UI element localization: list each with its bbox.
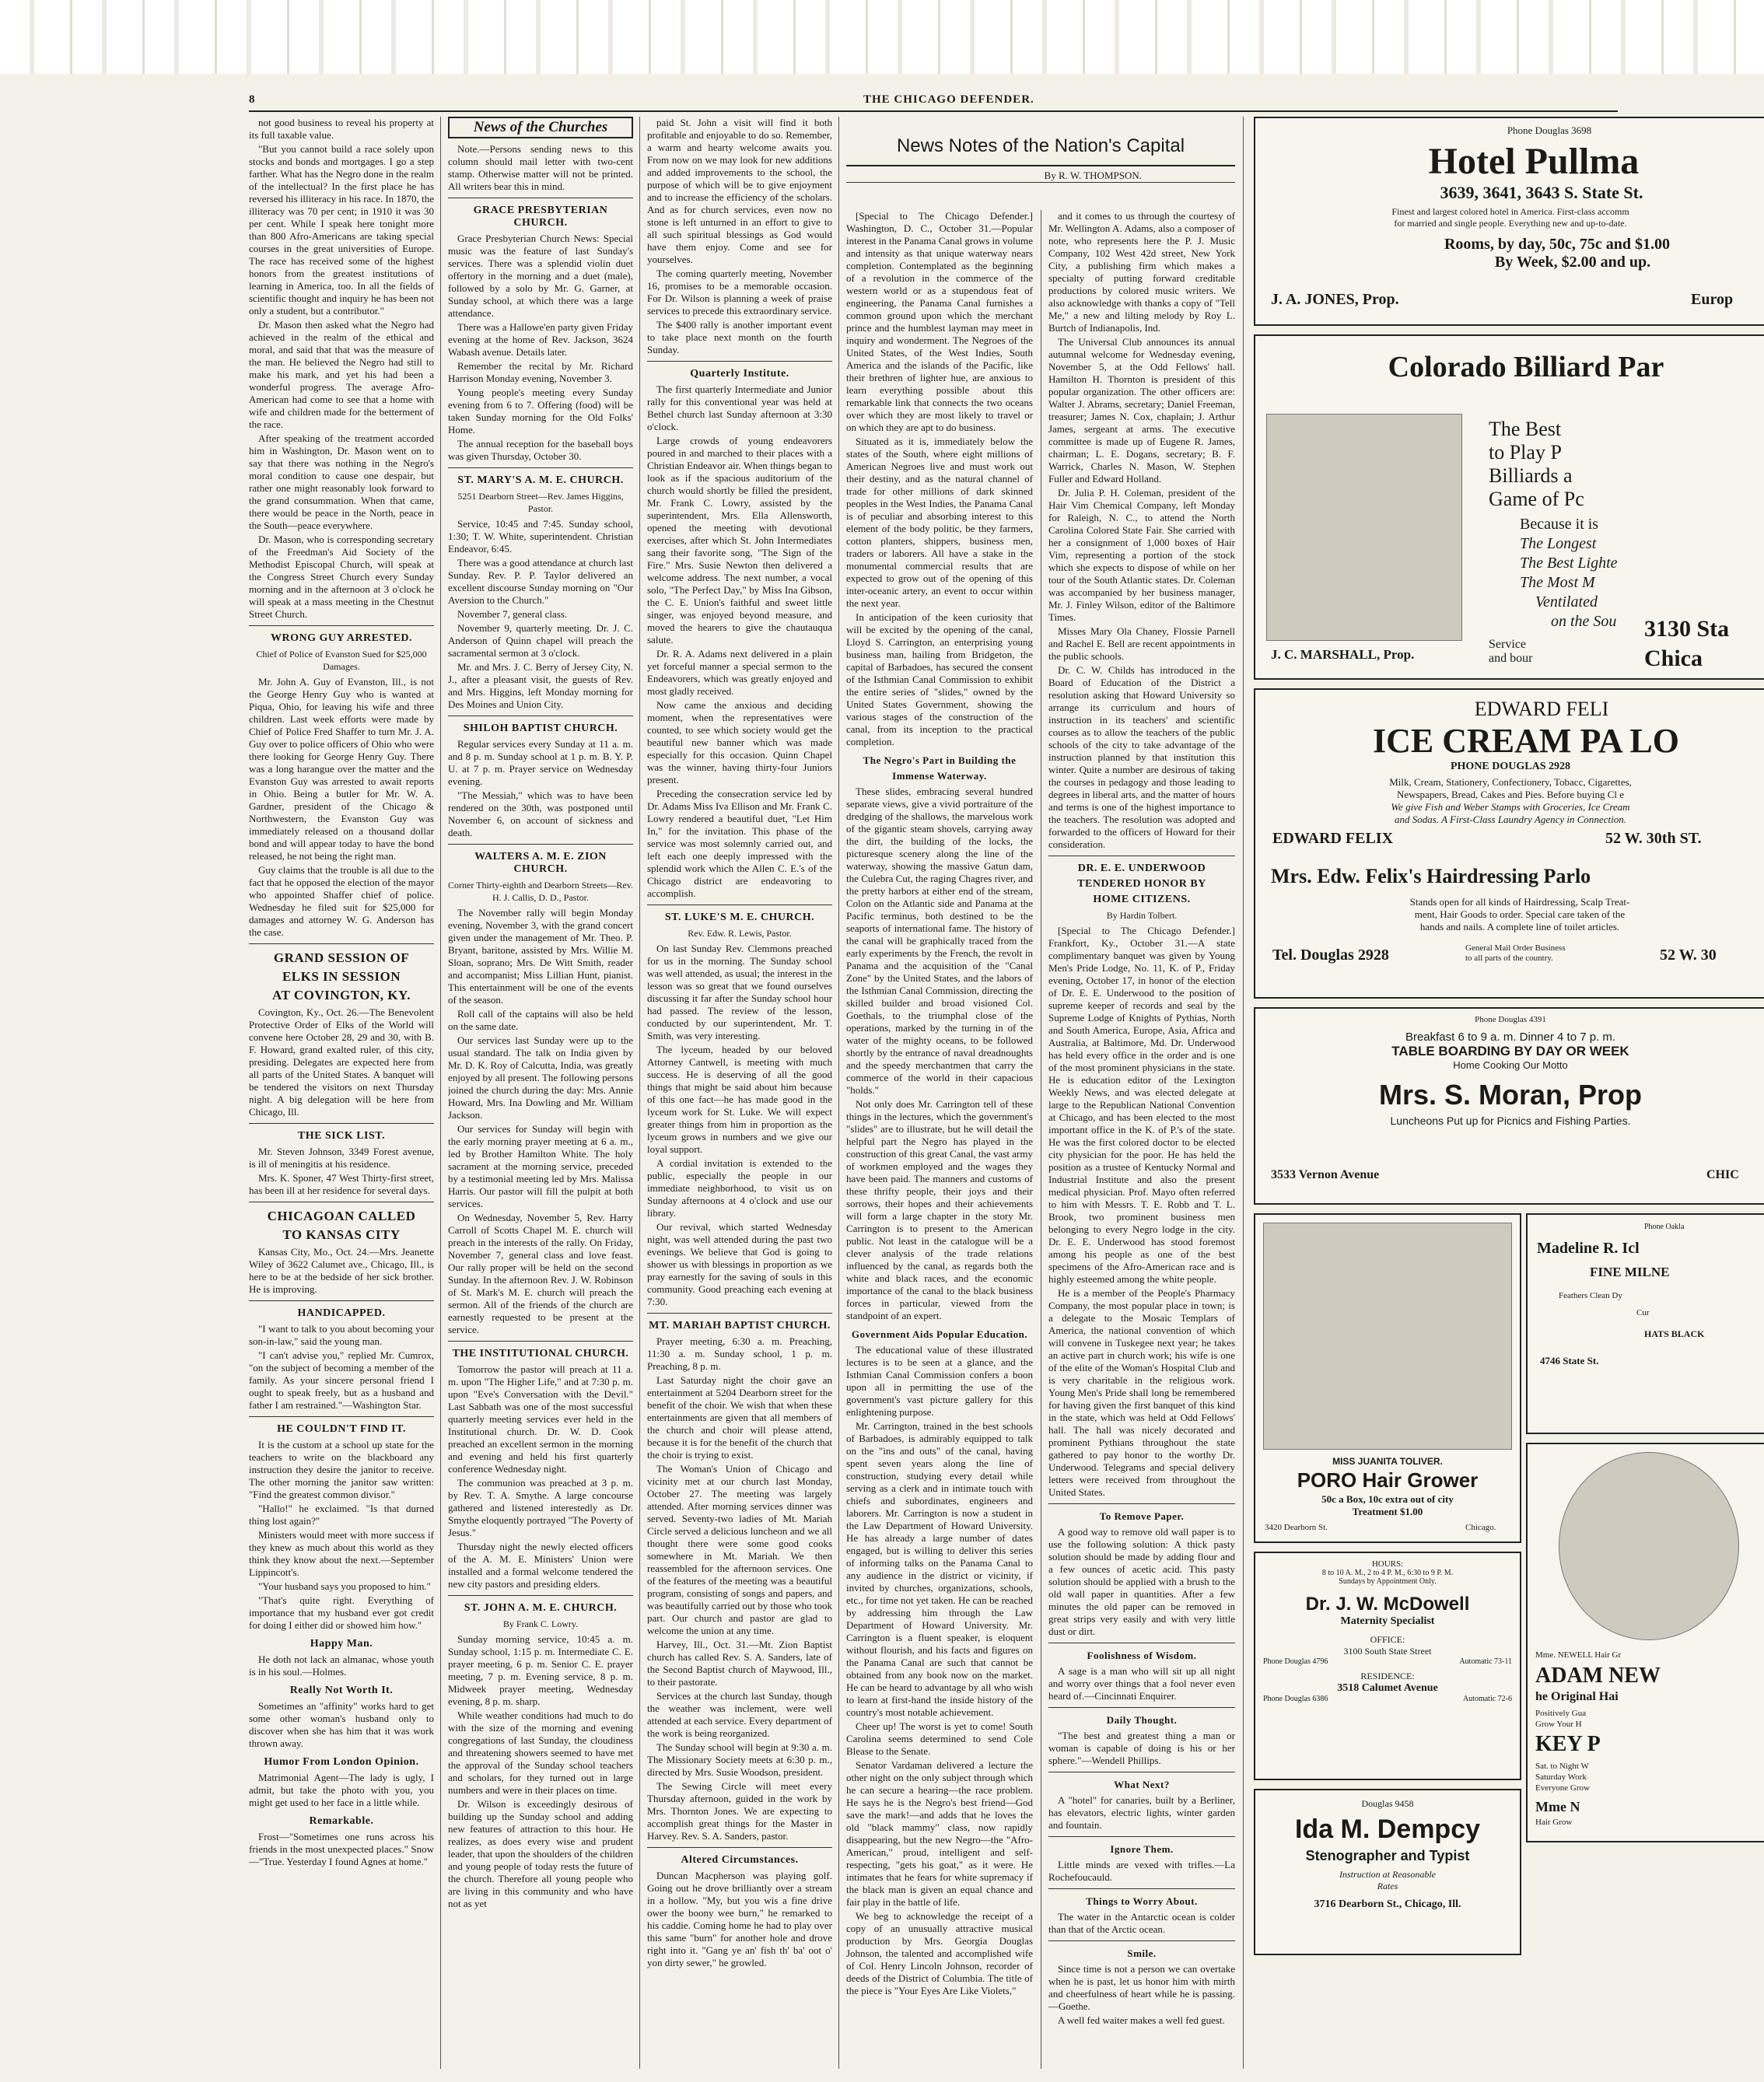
article-paragraph: Our services last Sunday were up to the usual standard. The talk on India given by Mr. D. K. Roy of Calcutta, India, was greatly enjoyed by all present. The following persons joined the church during the day: Mrs. Annie Howard, Mrs. Ina Dowling and Mr. William Jackson. xyxy=(448,1034,633,1121)
ad-name: Dr. J. W. McDowell xyxy=(1305,1594,1470,1615)
article-paragraph: Preceding the consecration service led by Dr. Adams Miss Iva Ellison and Mr. Frank C. Lowry rendered a beautiful duet, "Let Him In," for the invitation. This phase of the service was most solemnly carried out, and left each one deeply impressed with the splendid work which the Allen C. E.'s of the Chicago district are endeavoring to accomplish. xyxy=(647,788,832,899)
ad-address: Chicago. xyxy=(1465,1523,1496,1532)
ad-phone: Phone Douglas 4796 xyxy=(1263,1657,1328,1666)
section-subheading: By Frank C. Lowry. xyxy=(502,1618,579,1629)
article-paragraph: The lyceum, headed by our beloved Attorney Cantwell, is meeting with much success. He is deserving of all the good things that might be said about him because of this one fact—he has made good in the lyceum work for St. Luke. We will expect greater things from him in proportion as the lyceum grows in numbers and we give our loyal support. xyxy=(647,1044,832,1155)
ad-address: Chica xyxy=(1644,646,1703,671)
article-paragraph: Services at the church last Sunday, though the weather was inclement, were well attended at each service. Every department of the work is being reorganized. xyxy=(647,1690,832,1739)
article-paragraph: We beg to acknowledge the receipt of a copy of an unusually attractive musical production by Mrs. Georgia Douglas Johnson, the talented and accomplished wife of Col. Henry Lincoln Johnson, recorder of deeds of the District of Columbia. The title of the piece is "Your Eyes Are Like Violets," xyxy=(846,1910,1033,1996)
article-paragraph: The Sewing Circle will meet every Thursday afternoon, guided in the work by Mrs. Thornton Jones. We are expecting to accomplish great things for the Master in Harvey. Rev. S. A. Sanders, pastor. xyxy=(647,1780,832,1842)
colorado-billiard-ad xyxy=(1254,334,1764,680)
section-heading: THE INSTITUTIONAL CHURCH. xyxy=(452,1348,629,1359)
article-paragraph: Young people's meeting every Sunday evening from 6 to 7. Offering (food) will be taken Sunday morning for the Old Folks' Home. xyxy=(448,387,633,436)
page-number: 8 xyxy=(249,93,256,106)
article-paragraph: There was a good attendance at church last Sunday. Rev. P. P. Taylor delivered an excellent discourse Sunday morning on "Our Aversion to the Church." xyxy=(448,557,633,606)
section-heading: ST. LUKE'S M. E. CHURCH. xyxy=(664,912,815,923)
ad-text: 50c a Box, 10c extra out of city xyxy=(1321,1493,1454,1505)
section-heading: ST. MARY'S A. M. E. CHURCH. xyxy=(457,474,624,486)
poro-hair-ad xyxy=(1254,1213,1521,1543)
article-paragraph: There was a Hallowe'en party given Friday evening at the home of Rev. Jackson, 3624 Wabash avenue. Details later. xyxy=(448,321,633,358)
headline: THE SICK LIST. xyxy=(297,1130,386,1142)
article-paragraph: Little minds are vexed with trifles.—La Rochefoucauld. xyxy=(1048,1859,1235,1883)
headline: Remarkable. xyxy=(309,1815,374,1827)
article-paragraph: He is a member of the People's Pharmacy Company, the most popular place in town; is a delegate to the Mosaic Templars of America, the national convention of which will convene in Tuskegee next year; he takes an active part in church work; his wife is one of the elite of the Woman's Hospital Club and is very charitable in the religious work. Young Men's Pride shall long be remembered for having given the first banquet of this kind in the state, which was held at Odd Fellows' hall. The hall was nicely decorated and prominent Pythians throughout the state gathered to pay honor to the worthy Dr. Underwood. Telegrams and special delivery letters were received from throughout the United States. xyxy=(1048,1287,1235,1498)
article-paragraph: "The Messiah," which was to have been rendered on the 30th, was postponed until November 6, on account of sickness and death. xyxy=(448,789,633,838)
article-paragraph: In anticipation of the keen curiosity that will be excited by the opening of the canal, Lloyd S. Carrington, an enterprising young business man, hailing from Bridgeton, the capital of Barbadoes, has secured the consent of the Isthmian Canal Commission to exhibit the entire series of "slides," owned by the United States Government, showing the various stages of the construction of the canal, from its inception to the practical completion. xyxy=(846,611,1033,747)
article-paragraph: "I want to talk to you about becoming your son-in-law," said the young man. xyxy=(249,1323,434,1347)
ad-text: for married and single people. Everything new and up-to-date. xyxy=(1394,218,1627,229)
ad-title: PORO Hair Grower xyxy=(1297,1468,1479,1492)
article-paragraph: Mrs. K. Sponer, 47 West Thirty-first street, has been ill at her residence for several days. xyxy=(249,1172,434,1196)
ad-text: ment, Hair Goods to order. Special care taken of the xyxy=(1414,908,1626,920)
ad-text: OFFICE: xyxy=(1370,1634,1405,1645)
ad-text: Rooms, by day, 50c, 75c and $1.00 xyxy=(1444,236,1671,253)
paper-name: THE CHICAGO DEFENDER. xyxy=(863,93,1034,106)
article-paragraph: Thursday night the newly elected officers of the A. M. E. Ministers' Union were installed and a formal welcome tendered the new city pastors and presiding elders. xyxy=(448,1541,633,1590)
marshall-portrait xyxy=(1266,414,1462,641)
article-paragraph: The November rally will begin Monday evening, November 3, with the grand concert given under the management of Mr. Theo. P. Bryant, baritone, assisted by Mrs. Willie M. Sloan, soprano; Mrs. De Witt Smith, reader and accompanist; Miss Lillian Hunt, pianist. This entertainment will be one of the events of the season. xyxy=(448,907,633,1006)
short-items xyxy=(1048,1503,1235,2013)
article-paragraph: Ministers would meet with more success if they knew as much about this world as they think they know about the next.—September Lippincott's. xyxy=(249,1529,434,1578)
ad-name: Madeline R. Icl xyxy=(1537,1240,1640,1257)
ad-name: Mrs. S. Moran, Prop xyxy=(1378,1079,1643,1111)
item-heading: Things to Worry About. xyxy=(1086,1895,1198,1907)
headline: ELKS IN SESSION xyxy=(282,969,401,984)
ad-text: Breakfast 6 to 9 a. m. Dinner 4 to 7 p. m. xyxy=(1405,1031,1616,1044)
article-paragraph: The coming quarterly meeting, November 16, promises to be a memorable occasion. For Dr. Wilson is planning a week of praise services to precede this extraordinary service. xyxy=(647,268,832,317)
article-paragraph: It is the custom at a school up state for the teachers to write on the blackboard any instruction they desire the janitor to receive. The other morning the janitor saw written: "Find the greatest common divisor." xyxy=(249,1439,434,1500)
article-paragraph: Cheer up! The worst is yet to come! South Carolina seems determined to send Cole Blease to the Senate. xyxy=(846,1720,1033,1757)
torn-page-edge xyxy=(0,0,1764,74)
ad-text: Rates xyxy=(1377,1881,1398,1891)
subhead: Chief of Police of Evanston Sued for $25,000 Damages. xyxy=(256,649,427,672)
ad-text: Mme. NEWELL Hair Gr xyxy=(1535,1650,1622,1660)
ad-text: Ventilated xyxy=(1535,593,1598,611)
article-paragraph: Now came the anxious and deciding moment, when the representatives were counted, to see which society would get the beautiful new banner which was made especially for this occasion. Quinn Chapel was the winner, having thirty-four Juniors present. xyxy=(647,699,832,786)
ad-address: 3533 Vernon Avenue xyxy=(1271,1168,1380,1181)
ad-title: Mrs. Edw. Felix's Hairdressing Parlo xyxy=(1271,865,1591,887)
article-paragraph: The Universal Club announces its annual autumnal welcome for Wednesday evening, November 5, at the Odd Fellows' hall. Hamilton H. Thornton is president of this popular organization. The other officers are: Walter J. Abrams, secretary; Daniel Freeman, treasurer; James N. Cox, chaplain; J. Arthur James, sergeant at arms. The executive committee is made up of Eugene R. James, chairman; L. E. Dogans, secretary; B. F. Warrick, Charles N. Mason, W. Stephen Fuller and Edward Holland. xyxy=(1048,336,1235,485)
ad-phone: Phone Oakla xyxy=(1644,1223,1685,1231)
article-paragraph: A good way to remove old wall paper is to use the following solution: A thick pasty solution should be made by adding flour and a few ounces of acetic acid. This pasty solution should be applied with a brush to the old wall paper in quantities. After a few minutes the old paper can be removed in great strips very easily and with very little dust or dirt. xyxy=(1048,1526,1235,1637)
article-paragraph: These slides, embracing several hundred separate views, give a vivid portraiture of the dredging of the shallows, the marvelous work of the gigantic steam shovels, carrying away the dirt, the building of the locks, the picturesque scenery along the line of the waterway, showing the massive Gatun dam, the Culebra Cut, the raging Chagres river, and the pretty harbors at either end of the stream, Colon on the Atlantic side and Panama at the Pacific terminus, both destined to be the seaports of international fame. The history of the canal will be graphically traced from the early experiments by the French, the revolt in Panama and the acquisition of the "Canal Zone" by the United States, and the labors of the Isthmian Canal Commission, directing the skilled builder and broad visioned Col. Goethals, to the triumphal close of the operations, marked by the turning in of the water of the mighty oceans, to be followed shortly by the entrance of naval dreadnoughts and the speedy merchantmen that carry the commerce of the world in their capacious "holds." xyxy=(846,786,1033,1096)
headline: HANDICAPPED. xyxy=(297,1307,386,1319)
article-paragraph: Mr. John A. Guy of Evanston, Ill., is not the George Henry Guy who is wanted at Piqua, Ohio, for leaving his wife and three children. Last week efforts were made by Chief of Police Fred Shaffer to turn Mr. J. A. Guy over to police officers of Ohio who were there looking for George Henry Guy. There was a long harangue over the matter and the Evanston Guy was arrested to await reports in Ohio. Being a butler for Mr. W. A. Gardner, president of the Chicago & Northwestern, the Evanston Guy was immediately released on a thousand dollar bond and will appear today to have the bond released, he not being the right man. xyxy=(249,676,434,862)
article-paragraph: Dr. R. A. Adams next delivered in a plain yet forceful manner a special sermon to the Endeavorers, which was greatly enjoyed and most gladly received. xyxy=(647,648,832,697)
ad-text: Newspapers, Bread, Cakes and Pies. Before buying Cl e xyxy=(1396,789,1625,800)
ad-address: 52 W. 30th ST. xyxy=(1605,830,1702,847)
ad-text: Maternity Specialist xyxy=(1340,1615,1435,1627)
ad-text: Home Cooking Our Motto xyxy=(1453,1059,1568,1071)
ad-text: Stands open for all kinds of Hairdressing, Scalp Treat- xyxy=(1409,896,1630,908)
ad-text: Sundays by Appointment Only. xyxy=(1339,1577,1437,1586)
article-paragraph: Guy claims that the trouble is all due to the fact that he opposed the election of the mayor who appointed Shaffer chief of police. Wednesday he filed suit for $25,000 for damages and attorney W. G. Anderson has the case. xyxy=(249,864,434,938)
column-1 xyxy=(249,117,434,2077)
article-paragraph: paid St. John a visit will find it both profitable and enjoyable to do so. Remember, a warm and hearty welcome awaits you. From now on we may look for new additions and added improvements to the school, the purpose of which will be to give enjoyment and to increase the efficiency of the scholars. And as for church services, even now no stone is left unturned in an effort to give to all such spiritual blessings as God would have them enjoy. Come and see for yourselves. xyxy=(647,117,832,265)
article-paragraph: [Special to The Chicago Defender.] Washington, D. C., October 31.—Popular interest in the Panama Canal grows in volume and intensity as that unique waterway nears completion. Contemplated as the beginning of a revolution in the commerce of the western world or as a stupendous feat of engineering, the Panama Canal furnishes a common ground upon which the merchant prince and the humblest layman may meet in inquiry and wonderment. The Negroes of the United States, of the West Indies, South America and the islands of the Pacific, like their brethren of lighter hue, are anxious to learn everything possible about this remarkable link that connects the two oceans over which they are most likely to travel or on which they are apt to do business. xyxy=(846,210,1033,433)
ad-text: Finest and largest colored hotel in America. First-class accomm xyxy=(1391,206,1629,217)
ad-address: CHIC xyxy=(1706,1168,1739,1181)
ad-text: RESIDENCE: xyxy=(1360,1671,1415,1681)
ad-text: Instruction at Reasonable xyxy=(1339,1869,1436,1880)
ad-text: Sat. to Night W xyxy=(1535,1762,1589,1771)
headline: GRAND SESSION OF xyxy=(273,950,410,965)
article-paragraph: Misses Mary Ola Chaney, Flossie Parnell and Rachel E. Bell are recent appointments in the public schools. xyxy=(1048,625,1235,662)
article-paragraph: On Wednesday, November 5, Rev. Harry Carroll of Scotts Chapel M. E. church will preach in the interests of the rally. On Friday, November 7, general class and love feast. Our rally proper will be held on the second Sunday. In the afternoon Rev. J. W. Robinson of St. Mark's M. E. church will preach the sermon. All of the friends of the church are earnestly requested to be present at the service. xyxy=(448,1212,633,1335)
ad-text: EDWARD FELIX xyxy=(1272,830,1394,847)
article-paragraph: A well fed waiter makes a well fed guest. xyxy=(1058,2014,1225,2026)
ad-address: 52 W. 30 xyxy=(1660,947,1717,964)
article-paragraph: The $400 rally is another important event to take place next month on the fourth Sunday. xyxy=(647,319,832,355)
moran-boarding-ad xyxy=(1254,1007,1764,1205)
ad-text: 8 to 10 A. M., 2 to 4 P. M., 6:30 to 9 P. M. xyxy=(1321,1569,1454,1577)
article-paragraph: Tomorrow the pastor will preach at 11 a. m. upon "The Higher Life," and at 7:30 p. m. upon "Eve's Conversation with the Devil." Last Sabbath was one of the most successful quarterly meeting services ever held in the Institutional church. Dr. W. D. Cook preached an excellent sermon in the morning and evening and held his first quarterly conference Wednesday night. xyxy=(448,1363,633,1475)
ad-text: Game of Pc xyxy=(1489,488,1584,510)
ad-text: By Week, $2.00 and up. xyxy=(1494,254,1651,271)
article-paragraph: Regular services every Sunday at 11 a. m. and 8 p. m. Sunday school at 1 p. m. B. Y. P. U. at 7 p. m. Prayer service on Wednesday evening. xyxy=(448,738,633,787)
headline: HE COULDN'T FIND IT. xyxy=(277,1423,406,1435)
byline: By R. W. THOMPSON. xyxy=(846,170,1235,183)
ad-phone: Tel. Douglas 2928 xyxy=(1272,947,1389,964)
headline: Really Not Worth It. xyxy=(289,1685,394,1696)
ad-phone: Douglas 9458 xyxy=(1361,1798,1414,1809)
ad-phone: Phone Douglas 3698 xyxy=(1507,124,1592,136)
section-heading: WALTERS A. M. E. ZION CHURCH. xyxy=(474,851,607,875)
ad-name: EDWARD FELI xyxy=(1474,698,1609,720)
article-paragraph: Harvey, Ill., Oct. 31.—Mt. Zion Baptist church has called Rev. S. A. Sanders, late of the Second Baptist church of Maywood, Ill., to their pastorate. xyxy=(647,1639,832,1688)
article-paragraph: Dr. Mason then asked what the Negro had achieved in the realm of the ethical and moral, and said that that was the measure of the man. He believed the Negro had still to make his mark, and yet his had been a wonderful progress. The average Afro-American had come to see that a home with wife and children made for the betterment of the race. xyxy=(249,319,434,430)
headline: HOME CITIZENS. xyxy=(1093,894,1191,905)
headline: AT COVINGTON, KY. xyxy=(272,988,411,1003)
item-heading: Smile. xyxy=(1127,1947,1157,1959)
article-paragraph: [Special to The Chicago Defender.] Frankfort, Ky., October 31.—A state complimentary banquet was given by Young Men's Pride Lodge, No. 11, K. of P., Friday evening, October 17, in honor of the election of Dr. E. E. Underwood to the position of supreme keeper of records and seal by the Supreme Lodge of Knights of Pythias, North and South America, Europe, Asia, Africa and Australia, at Baltimore, Md. Dr. Underwood has held every office in the order and is one of the most prominent physicians in the state. He is education editor of the Lexington Weekly News, and was elected delegate at large to the Republican National Convention at Chicago, and has been elected to the most important office in the K. of P.'s of the state. He was the first colored doctor to be elected city physician for the poor. He has held the position as a trustee of Kentucky Normal and Industrial Institute and also the present medical physician. Prof. Mayo often referred to him with Messrs. T. E. Robb and T. L. Brook, two prominent business men belonging to every Negro lodge in the city. Dr. E. E. Underwood has stood foremost among his people as one of the best specimens of the Afro-American race and is highly esteemed among the white people. xyxy=(1048,925,1235,1285)
item-heading: Foolishness of Wisdom. xyxy=(1087,1650,1197,1661)
article-paragraph: November 9, quarterly meeting. Dr. J. C. Anderson of Quinn chapel will preach the sacramental sermon at 3 o'clock. xyxy=(448,622,633,659)
subhead: The Negro's Part in Building the xyxy=(863,754,1017,766)
ad-name: Ida M. Dempcy xyxy=(1294,1814,1481,1844)
article-paragraph: Dr. Mason, who is corresponding secretary of the Freedman's Aid Society of the Methodist Episcopal Church, will speak at the Congress Street Church every Sunday morning and in the afternoon at 3 o'clock he will speak at a mass meeting in the Chestnut Street Church. xyxy=(249,534,434,620)
ad-title: ICE CREAM PA LO xyxy=(1373,722,1679,760)
article-paragraph: November 7, general class. xyxy=(457,608,568,620)
article-paragraph: Duncan Macpherson was playing golf. Going out he drove brilliantly over a stream in a hollow. "My, but you wis a fine drive ower the boony wee burn," he remarked to his caddie. Coming home he had to play over this same "burn" for another hole and drove right into it. "Gang ye an' fish th' ba' oot o' yon dirty sewer," he growled. xyxy=(647,1870,832,1968)
article-paragraph: "Hallo!" he exclaimed. "Is that durned thing lost again?" xyxy=(249,1503,434,1527)
ad-text: Positively Gua xyxy=(1535,1709,1587,1718)
section-subheading: Corner Thirty-eighth and Dearborn Streets—Rev. H. J. Callis, D. D., Pastor. xyxy=(448,880,633,903)
article-paragraph: Roll call of the captains will also be held on the same date. xyxy=(448,1008,633,1032)
article-paragraph: Dr. Julia P. H. Coleman, president of the Hair Vim Chemical Company, left Monday for Raleigh, N. C., to attend the North Carolina Colored State Fair. She carried with her a consignment of 1,000 boxes of Hair Vim, representing a portion of the stock which she expects to dispose of while on her tour of the South Atlantic states. Dr. Coleman was accompanied by her business manager, Mr. J. Finley Wilson, editor of the Baltimore Times. xyxy=(1048,487,1235,623)
section-heading: Quarterly Institute. xyxy=(690,368,789,380)
ad-text: We give Fish and Weber Stamps with Groceries, Ice Cream xyxy=(1391,801,1630,813)
article-paragraph: "Your husband says you proposed to him." xyxy=(258,1580,431,1592)
article-paragraph: Large crowds of young endeavorers poured in and marched to their places with a Christian Endeavor air. When things began to look as if the spacious auditorium of the church would shortly be filled the president, Mr. Frank C. Lowry, assisted by the superintendent, Mrs. Ella Allensworth, opened the meeting with devotional exercises, after which St. John Intermediates sang their favorite song, "The Sign of the Fire." Mrs. Susie Newton then delivered a welcome address. The next number, a vocal solo, "The Perfect Day," by Miss Ina Gibson, the C. E. Union's faithful and sweet little singer, was enjoyed beyond measure, and moved the hearers to give the chautauqua salute. xyxy=(647,435,832,646)
ad-text: The Most M xyxy=(1520,574,1595,591)
item-heading: Ignore Them. xyxy=(1110,1843,1174,1855)
article-paragraph: On last Sunday Rev. Clemmons preached for us in the morning. The Sunday school was well attended, as usual; the interest in the lesson was so great that we found ourselves discussing it far after the Sunday school hour had passed. The review of the lesson, conducted by our superintendent, Mr. T. Smith, was very interesting. xyxy=(647,943,832,1041)
column-rule xyxy=(1243,117,1244,2069)
section-heading: GRACE PRESBYTERIAN CHURCH. xyxy=(473,205,608,229)
ad-text: TABLE BOARDING BY DAY OR WEEK xyxy=(1391,1044,1629,1058)
article-paragraph: Note.—Persons sending news to this column should mail letter with two-cent stamp. Otherwise matter will not be printed. All writers bear this in mind. xyxy=(448,143,633,192)
article-paragraph: A cordial invitation is extended to the public, especially the people in our immediate neighborhood, to visit us on Sunday afternoons at 4 o'clock and use our library. xyxy=(647,1157,832,1219)
column-3 xyxy=(647,117,832,2077)
ad-address: 3130 Sta xyxy=(1644,616,1730,642)
article-paragraph: Sunday morning service, 10:45 a. m. Sunday school, 1:15 p. m. Intermediate C. E. prayer meeting, 6 p. m. Senior C. E. prayer meeting, 7 p. m. Evening service, 8 p. m. Midweek prayer meeting, Wednesday evening, 8 p. m. sharp. xyxy=(448,1633,633,1707)
column-2 xyxy=(448,117,633,2077)
ad-phone: Phone Douglas 4391 xyxy=(1475,1015,1546,1024)
article-paragraph: The first quarterly Intermediate and Junior rally for this conventional year was held at Bethel church last Sunday afternoon at 3:30 o'clock. xyxy=(647,383,832,432)
ad-phone: PHONE DOUGLAS 2928 xyxy=(1450,761,1570,772)
newell-hair-ad xyxy=(1526,1443,1764,1842)
article-paragraph: The communion was preached at 3 p. m. by Rev. T. A. Smythe. A large concourse gathered and listened interestedly as Dr. Smythe eloquently portrayed "The Poverty of Jesus." xyxy=(448,1477,633,1538)
headline: DR. E. E. UNDERWOOD xyxy=(1077,863,1206,874)
article-paragraph: "The best and greatest thing a man or woman is capable of doing is his or her sphere."—Wendell Phillips. xyxy=(1048,1730,1235,1766)
headline: Humor From London Opinion. xyxy=(264,1756,419,1768)
article-paragraph: Grace Presbyterian Church News: Special music was the feature of last Sunday's services. There was a splendid violin duet offertory in the morning and a duet (male), followed by a solo by Mr. G. Garner, at Sunday school, at which there was a large attendance. xyxy=(448,233,633,319)
column-4 xyxy=(846,210,1033,2077)
article-paragraph: Mr. Carrington, trained in the best schools of Barbadoes, is admirably equipped to talk on the "ins and outs" of the canal, having spent seven years along the line of construction, studying every detail while serving as a clerk and in intimate touch with chiefs and subordinates, engineers and laborers. Mr. Carrington is now a student in the Law Department of Howard University. He has already a large number of dates engaged, but is willing to deliver this series of informing talks on the Panama Canal to any audience in the district or vicinity, if invited by churches, organizations, schools, etc., for time not yet taken. He can be reached by addressing him through the Law Department of Howard University. Mr. Carrington is a fluent speaker, is eloquent without flourish, and his facts and figures on the Panama Canal are such that cannot be obtained from any book now on the market. He can be heard to advantage by all who wish to learn at first-hand the inside history of the country's most notable achievement. xyxy=(846,1420,1033,1718)
article-paragraph: "I can't advise you," replied Mr. Cumrox, "on the subject of becoming a member of the family. As your sincere personal friend I ought to speak freely, but as a husband and father I am restrained."—Washington Star. xyxy=(249,1349,434,1411)
article-paragraph: Not only does Mr. Carrington tell of these things in the lectures, which the government's "slides" are to illustrate, but he will detail the helpful part the Negro has played in the construction of this great Canal, the vast army of workmen employed and the wages they have been paid. The manners and customs of these thrifty people, their joys and their sorrows, their hopes and their achievements will form a large chapter in the story Mr. Carrington is to present to the American public. Not least in the catalogue will be a clever analysis of the trade relations influenced by the canal, as regards both the white and black races, and the economic importance of the canal to the black business forces in particular, viewed from the standpoint of an expert. xyxy=(846,1098,1033,1321)
ad-text: Feathers Clean Dy xyxy=(1559,1291,1622,1300)
ad-text: Hair Grow xyxy=(1535,1818,1573,1827)
article-paragraph: Covington, Ky., Oct. 26.—The Benevolent Protective Order of Elks of the World will convene here October 28, 29 and 30, with B. F. Howard, grand exalted ruler, of this city, presiding. Delegates are expected here from all parts of the United States. A banquet will be tendered the visitors on next Thursday night. A big delegation will be here from Chicago, Ill. xyxy=(249,1006,434,1118)
article-paragraph: Last Saturday night the choir gave an entertainment at 5204 Dearborn street for the benefit of the choir. We wish that when these entertainments are given that all members of the church and choir will please attend, because it is for the benefit of the church that the choir is trying to exist. xyxy=(647,1374,832,1461)
subhead: Immense Waterway. xyxy=(892,770,987,782)
article-paragraph: While weather conditions had much to do with the size of the morning and evening congregations of last Sunday, the cloudiness and threatening showers seemed to have met the approval of the Sunday school teachers and scholars, for they turned out in large numbers and were in their places on time. xyxy=(448,1709,633,1796)
ad-text: Service xyxy=(1489,638,1526,651)
newell-portrait xyxy=(1559,1452,1739,1640)
ad-name: Colorado Billiard Par xyxy=(1388,351,1664,383)
article-paragraph: "That's quite right. Everything of importance that my husband ever got credit for doing I either did or showed him how." xyxy=(249,1594,434,1631)
article-paragraph: Since time is not a person we can overtake when he is past, let us honor him with mirth and cheerfulness of heart while he is passing.—Goethe. xyxy=(1048,1963,1235,2012)
ad-text: Luncheons Put up for Picnics and Fishing Parties. xyxy=(1390,1114,1631,1127)
ad-address: 3420 Dearborn St. xyxy=(1265,1523,1328,1532)
ad-name: MISS JUANITA TOLIVER. xyxy=(1332,1456,1443,1467)
ad-text: Europ xyxy=(1691,291,1734,308)
article-paragraph: Prayer meeting, 6:30 a. m. Preaching, 11:30 a. m. Sunday school, 1 p. m. Preaching, 8 p. m. xyxy=(647,1335,832,1372)
ad-text: and bour xyxy=(1489,652,1533,665)
section-heading: SHILOH BAPTIST CHURCH. xyxy=(463,723,618,734)
ad-name: Hotel Pullma xyxy=(1428,141,1640,182)
ad-text: Grow Your H xyxy=(1535,1720,1582,1729)
ad-text: Saturday Work xyxy=(1535,1772,1587,1782)
ad-text: Billiards a xyxy=(1489,464,1573,487)
ad-text: FINE MILNE xyxy=(1590,1265,1670,1279)
article-paragraph: Senator Vardaman delivered a lecture the other night on the only subject through which he can secure a hearing—the race problem. He says he is the Negro's best friend—God save the mark!—and adds that he loves the old "black mammy" class, now rapidly disappearing, but the new Negro—the "Afro-American," proud, intelligent and self-respecting, "gets his goat," as it were. He intimates that he fears for white supremacy if the black man is given an equal chance and fair play in the battle of life. xyxy=(846,1759,1033,1908)
article-paragraph: The annual reception for the baseball boys was given Thursday, October 30. xyxy=(448,438,633,462)
section-title: News of the Churches xyxy=(448,117,633,138)
article-paragraph: Our revival, which started Wednesday night, was well attended during the past two evenings. We believe that God is going to shower us with blessings in proportion as we pray earnestly for the saving of souls in this community. Good preaching each evening at 7:30. xyxy=(647,1221,832,1307)
section-subheading: 5251 Dearborn Street—Rev. James Higgins, Pastor. xyxy=(457,491,624,514)
headline: CHICAGOAN CALLED xyxy=(267,1209,416,1223)
ad-title: Stenographer and Typist xyxy=(1305,1848,1470,1863)
ad-address: 3639, 3641, 3643 S. State St. xyxy=(1440,183,1643,202)
ad-phone: Automatic 72-6 xyxy=(1462,1695,1512,1703)
article-paragraph: Our services for Sunday will begin with the early morning prayer meeting at 6 a. m., led by Brother Hamilton White. The holy sacrament at the morning service, preceded by a testimonial meeting led by Mrs. Malissa Harris. Our pastor will fill the pulpit at both services. xyxy=(448,1123,633,1209)
ad-phone: Phone Douglas 6386 xyxy=(1263,1695,1328,1703)
column-rule xyxy=(440,117,441,2069)
felix-ice-cream-ad xyxy=(1254,688,1764,999)
ad-address: 3518 Calumet Avenue xyxy=(1337,1682,1438,1694)
article-paragraph: The educational value of these illustrated lectures is to be seen at a glance, and the Isthmian Canal Commission confers a boon upon all in permitting the use of the government's vast picture gallery for this enlightening purpose. xyxy=(846,1344,1033,1418)
article-paragraph: "But you cannot build a race solely upon stocks and bonds and mortgages. I go a step farther. What has the Negro done in the realm of the intellectual? In the first place he has reversed his illiteracy in his race. In 1870, the illiteracy was 70 per cent; in 1910 it was 30 per cent. While I speak here tonight more than 800 Afro-Americans are taking special courses in the great universities of Europe. The race has received some of the highest honors from the greatest institutions of learning in America, too. In all the fields of scientific thought and inquiry he has been not only a student, but a contributor." xyxy=(249,143,434,317)
church-sections xyxy=(647,361,832,1969)
item-heading: What Next? xyxy=(1114,1779,1170,1790)
ad-text: hands and nails. A complete line of toilet articles. xyxy=(1419,921,1620,933)
ad-phone: Automatic 73-11 xyxy=(1459,1657,1512,1666)
article-paragraph: The Woman's Union of Chicago and vicinity met at our church last Monday, October 27. The meeting was largely attended. After morning services dinner was served. Seventy-two ladies of Mt. Mariah Circle served a delicious luncheon and we all thought there were some good cooks somewhere in Mt. Mariah. We then reassembled for the afternoon services. One of the features of the meeting was a beautiful program, consisting of songs and papers, and was beautifully carried out by those who took part. Our church and pastor are glad to welcome the union at any time. xyxy=(647,1463,832,1636)
ad-text: The Longest xyxy=(1520,535,1597,552)
section-heading: ST. JOHN A. M. E. CHURCH. xyxy=(464,1602,618,1614)
ad-text: Mme N xyxy=(1535,1799,1580,1814)
ad-name: ADAM NEW xyxy=(1535,1664,1661,1688)
subhead: Government Aids Popular Education. xyxy=(851,1328,1028,1340)
article-paragraph: Frost—"Sometimes one runs across his friends in the most unexpected places." Snow—"True. Yesterday I found Agnes at home." xyxy=(249,1831,434,1867)
article-paragraph: Remember the recital by Mr. Richard Harrison Monday evening, November 3. xyxy=(448,360,633,384)
dempcy-ad xyxy=(1254,1789,1521,1955)
article-paragraph: Mr. and Mrs. J. C. Berry of Jersey City, N. J., after a pleasant visit, the guests of Rev. and Mrs. Higgins, left Monday morning for Des Moines and Union City. xyxy=(448,661,633,710)
article-paragraph: The Sunday school will begin at 9:30 a. m. The Missionary Society meets at 6:30 p. m., directed by Mrs. Susie Woodson, president. xyxy=(647,1741,832,1778)
toliver-portrait xyxy=(1263,1223,1512,1450)
article-paragraph: Dr. C. W. Childs has introduced in the Board of Education of the District a resolution asking that Howard University so arrange its curriculum and hours of instruction in its teachers' and scientific courses as to allow the teachers of the public schools of the city to take advantage of the instruction planned by that institution this winter. Quite a number are desirous of taking the courses in pedagogy and those leading to degrees in liberal arts, and the matter of hours and terms is one of the highest importance to the teachers. The resolution was adopted and forwarded to the officers of Howard for their consideration. xyxy=(1048,664,1235,850)
item-heading: To Remove Paper. xyxy=(1099,1510,1185,1522)
column-5 xyxy=(1048,210,1235,2077)
article-paragraph: After speaking of the treatment accorded him in Washington, Dr. Mason went on to say that there was nothing in the Negro's moral condition to cause one despair, but rather one might reasonably look forward to the grand consummation. When that came, there would be peace in the North, peace in the South—peace everywhere. xyxy=(249,432,434,531)
ad-address: 4746 State St. xyxy=(1540,1355,1599,1366)
article-paragraph: Dr. Wilson is exceedingly desirous of building up the Sunday school and adding new features of attraction to this hour. He realizes, as does every wise and prudent leader, that upon the shoulders of the children and young people of today rests the future of the church. Therefore all young people who are living in this community and who have not as yet xyxy=(448,1798,633,1909)
article-paragraph: Matrimonial Agent—The lady is ugly, I admit, but take the photo with you, you might get used to her face in a little while. xyxy=(249,1772,434,1808)
column-rule xyxy=(838,117,839,2069)
ad-text: he Original Hai xyxy=(1535,1690,1619,1703)
ad-text: Because it is xyxy=(1520,516,1599,533)
ad-proprietor: J. C. MARSHALL, Prop. xyxy=(1271,647,1415,662)
section-heading: Altered Circumstances. xyxy=(681,1854,799,1866)
headline: WRONG GUY ARRESTED. xyxy=(270,632,413,644)
masthead xyxy=(249,93,1618,112)
headline: Happy Man. xyxy=(310,1638,373,1650)
ad-text: to all parts of the country. xyxy=(1465,954,1553,963)
capital-title: News Notes of the Nation's Capital xyxy=(846,117,1235,166)
article-paragraph: He doth not lack an almanac, whose youth is in his soul.—Holmes. xyxy=(249,1653,434,1678)
ad-text: and Sodas. A First-Class Laundry Agency in Connection. xyxy=(1395,814,1626,825)
capital-header xyxy=(846,117,1235,210)
madeline-millinery-ad xyxy=(1526,1213,1764,1434)
ad-text: Cur xyxy=(1636,1308,1650,1317)
ad-text: to Play P xyxy=(1489,441,1562,464)
column-rule xyxy=(639,117,640,2069)
article-paragraph: Mr. Steven Johnson, 3349 Forest avenue, is ill of meningitis at his residence. xyxy=(249,1146,434,1170)
ad-text: Milk, Cream, Stationery, Confectionery, Tobacc, Cigarettes, xyxy=(1389,776,1632,788)
article-paragraph: Kansas City, Mo., Oct. 24.—Mrs. Jeanette Wiley of 3622 Calumet ave., Chicago, Ill., is here to be at the bedside of her sick brother. He is improving. xyxy=(249,1246,434,1295)
article-paragraph: Sometimes an "affinity" works hard to get some other woman's husband only to discover when she has him that it was work thrown away. xyxy=(249,1700,434,1749)
ad-text: The Best Lighte xyxy=(1520,555,1618,572)
section-subheading: Rev. Edw. R. Lewis, Pastor. xyxy=(688,928,792,939)
article-paragraph: Situated as it is, immediately below the states of the South, where eight millions of American Negroes live and must work out their destiny, and as the natural channel of trade for other millions of dark skinned peoples in the West Indies, the Panama Canal is of peculiar and absorbing interest to this element of the body politic, be they farmers, cotton planters, shippers, business men, traders or laborers. All have a stake in the monumental commercial results that are expected to grow out of the opening of this inter-oceanic artery, an event to occur within the next year. xyxy=(846,436,1033,609)
section-heading: MT. MARIAH BAPTIST CHURCH. xyxy=(649,1320,831,1331)
article-paragraph: A "hotel" for canaries, built by a Berliner, has elevators, electric lights, winter garden and fountain. xyxy=(1048,1794,1235,1831)
ad-text: KEY P xyxy=(1535,1732,1601,1756)
headline: TO KANSAS CITY xyxy=(282,1227,401,1242)
ad-text: The Best xyxy=(1489,418,1562,440)
item-heading: Daily Thought. xyxy=(1106,1714,1178,1726)
ad-text: Everyone Grow xyxy=(1535,1783,1590,1793)
church-sections xyxy=(448,198,633,1910)
article-paragraph: and it comes to us through the courtesy of Mr. Wellington A. Adams, also a composer of note, who represents here the P. J. Music Company, 102 West 42d street, New York City, a publishing firm which makes a specialty of putting forward creditable productions by colored music writers. We also acknowledge with thanks a copy of "Tell Me," a new and lilting melody by Roy L. Burtch of Indianapolis, Ind. xyxy=(1048,210,1235,334)
hotel-pullman-ad xyxy=(1254,117,1764,326)
article-paragraph: A sage is a man who will sit up all night and worry over things that a fool never even heard of.—Cincinnati Enquirer. xyxy=(1048,1665,1235,1702)
ad-address: 3100 South State Street xyxy=(1343,1646,1432,1657)
ad-text: on the Sou xyxy=(1551,613,1617,630)
byline: By Hardin Tolbert. xyxy=(1106,910,1178,921)
article-paragraph: The water in the Antarctic ocean is colder than that of the Arctic ocean. xyxy=(1048,1911,1235,1935)
article-paragraph: not good business to reveal his property at its full taxable value. xyxy=(249,117,434,141)
ad-proprietor: J. A. JONES, Prop. xyxy=(1271,291,1399,308)
mcdowell-ad xyxy=(1254,1552,1521,1780)
ad-text: Treatment $1.00 xyxy=(1352,1506,1423,1517)
ad-text: General Mail Order Business xyxy=(1465,943,1566,953)
ad-address: 3716 Dearborn St., Chicago, Ill. xyxy=(1314,1898,1461,1910)
headline: TENDERED HONOR BY xyxy=(1077,878,1206,890)
ad-text: HATS BLACK xyxy=(1644,1328,1705,1339)
article-paragraph: Service, 10:45 and 7:45. Sunday school, 1:30; T. W. White, superintendent. Christian Endeavor, 6:45. xyxy=(448,518,633,555)
ad-text: HOURS: xyxy=(1371,1559,1404,1569)
